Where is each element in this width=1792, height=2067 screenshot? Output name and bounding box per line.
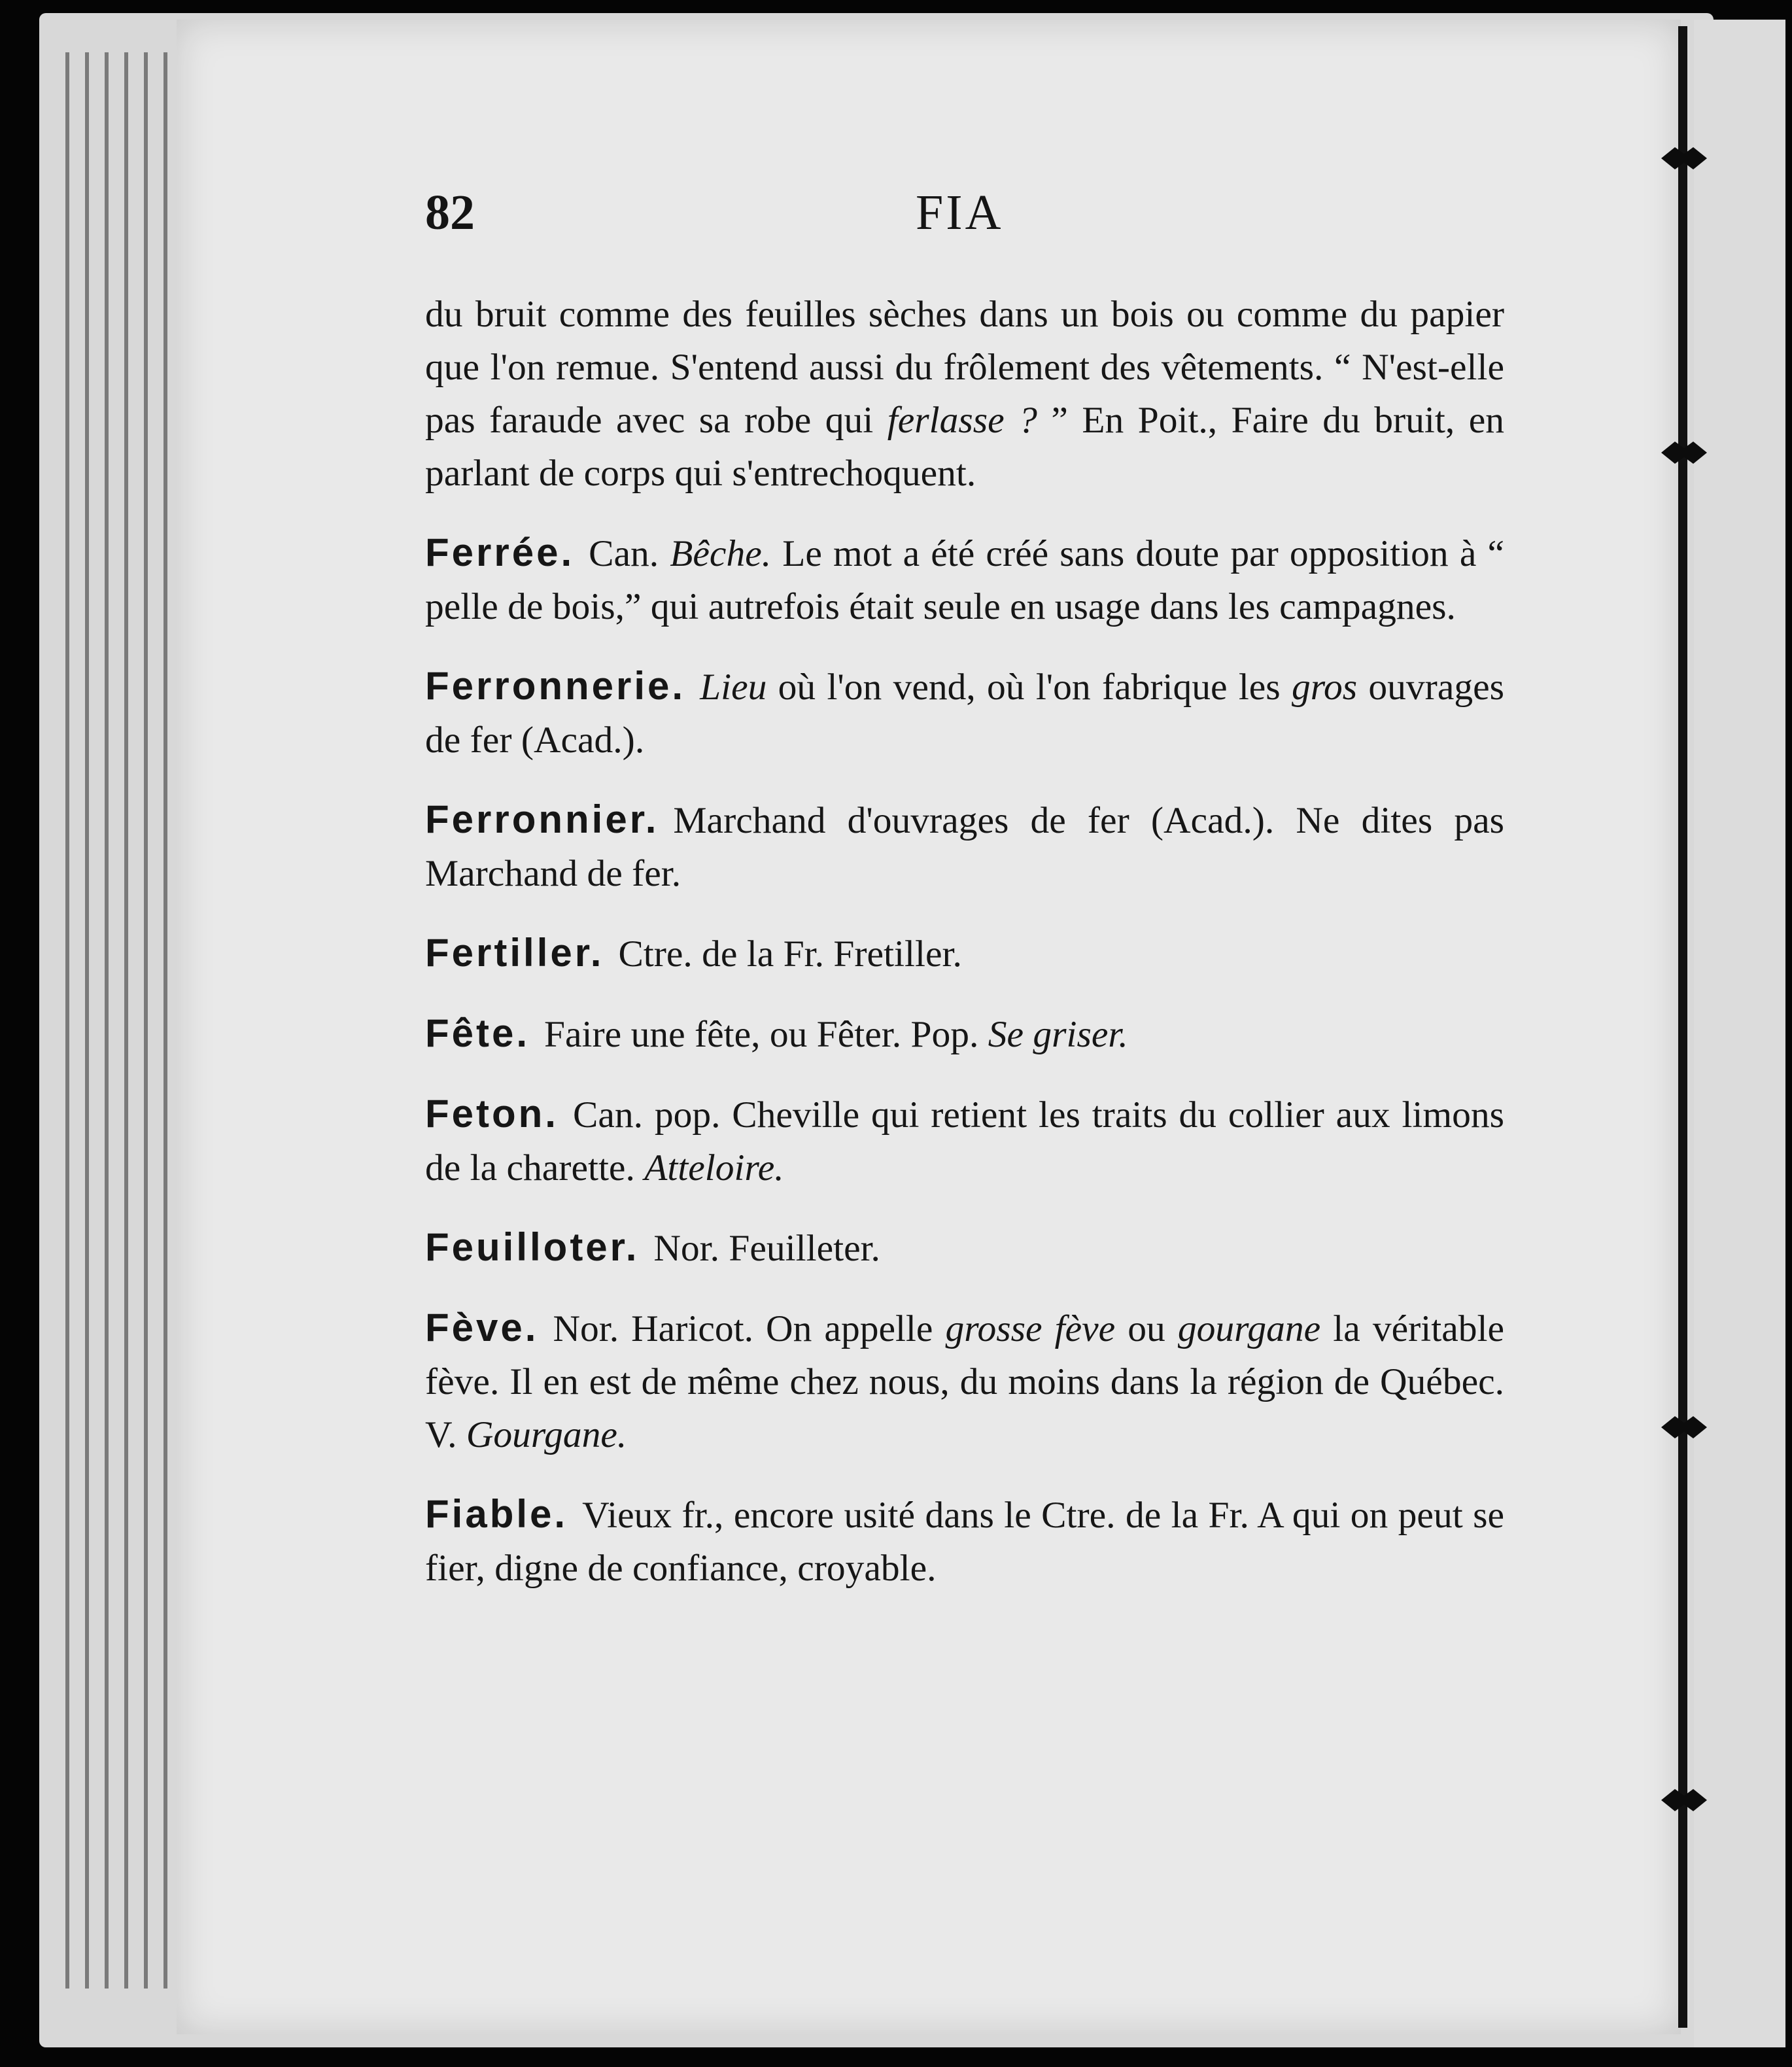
facing-page-edge xyxy=(1694,20,1785,2047)
definition-text: Faire une fête, ou Fêter. Pop. xyxy=(544,1014,988,1055)
definition-italic: gros xyxy=(1292,667,1358,708)
page-edge-line xyxy=(144,52,148,1989)
entry-feve xyxy=(425,1301,1504,1461)
entry-continuation xyxy=(425,288,1504,500)
headword: Feton. xyxy=(425,1092,559,1136)
definition-italic: Gourgane. xyxy=(466,1414,627,1455)
page-number: 82 xyxy=(425,185,475,240)
page-edge-line xyxy=(85,52,89,1989)
page-edge-line xyxy=(105,52,109,1989)
running-head: FIA xyxy=(916,185,1004,240)
headword: Fève. xyxy=(425,1306,539,1349)
headword: Fertiller. xyxy=(425,931,604,975)
definition-text: Vieux fr., encore usité dans le Ctre. de la Fr. A qui on peut se fier, digne de confiance, croyable. xyxy=(425,1495,1504,1589)
definition-text: Can. pop. Cheville qui retient les traits du collier aux limons de la charette. xyxy=(425,1094,1504,1189)
definition-text: Ctre. de la Fr. Fretiller. xyxy=(618,933,962,975)
definition-text: Nor. Feuilleter. xyxy=(653,1228,880,1269)
definition-italic: Atteloire. xyxy=(644,1147,784,1189)
entry-fete xyxy=(425,1007,1504,1061)
entry-fertiller xyxy=(425,926,1504,981)
definition-italic: Lieu xyxy=(700,667,767,708)
continuation-italic: ferlasse ? xyxy=(887,400,1037,441)
headword: Feuilloter. xyxy=(425,1225,640,1269)
binding-gutter xyxy=(1678,26,1687,2028)
definition-italic: Bêche. xyxy=(670,533,772,574)
definition-text: où l'on vend, où l'on fabrique les xyxy=(767,667,1292,708)
page-edge-line xyxy=(124,52,128,1989)
entry-fiable xyxy=(425,1487,1504,1595)
entry-ferronnier xyxy=(425,793,1504,900)
headword: Fiable. xyxy=(425,1492,568,1536)
continuation-text: ” En Poit., Faire du bruit, en parlant de corps qui s'entrechoquent. xyxy=(425,400,1504,494)
headword: Ferronnier. xyxy=(425,797,659,841)
definition-text: Can. xyxy=(589,533,670,574)
definition-text: Le mot a été créé sans doute par opposition à “ pelle de bois,” qui autrefois était seule en usage dans les campagnes. xyxy=(425,533,1504,627)
definition-text: Marchand d'ouvrages de fer (Acad.). Ne dites pas Marchand de fer. xyxy=(425,800,1504,894)
continuation-text: du bruit comme des feuilles sèches dans un bois ou comme du papier que l'on remue. S'entend aussi du frôlement des vêtements. “ N'est-elle pas faraude avec sa robe qui xyxy=(425,294,1504,441)
headword: Ferrée. xyxy=(425,530,575,574)
definition-text: Nor. Haricot. On appelle xyxy=(553,1308,946,1349)
entry-feton xyxy=(425,1087,1504,1194)
definition-text: ouvrages de fer (Acad.). xyxy=(425,667,1504,761)
headword: Ferronnerie. xyxy=(425,664,686,708)
entry-ferronnerie xyxy=(425,659,1504,767)
definition-italic: Se griser. xyxy=(988,1014,1128,1055)
definition-italic: gourgane xyxy=(1177,1308,1321,1349)
entry-ferree xyxy=(425,526,1504,633)
definition-text: la véritable fève. Il en est de même chez nous, du moins dans la région de Québec. V. xyxy=(425,1308,1504,1455)
definition-text: ou xyxy=(1115,1308,1178,1349)
dictionary-text xyxy=(425,288,1504,1595)
page-edge-line xyxy=(164,52,167,1989)
page-header xyxy=(425,177,1537,249)
headword: Fête. xyxy=(425,1011,530,1055)
definition-italic: grosse fève xyxy=(945,1308,1116,1349)
entry-feuilloter xyxy=(425,1221,1504,1275)
page-edge-line xyxy=(65,52,69,1989)
